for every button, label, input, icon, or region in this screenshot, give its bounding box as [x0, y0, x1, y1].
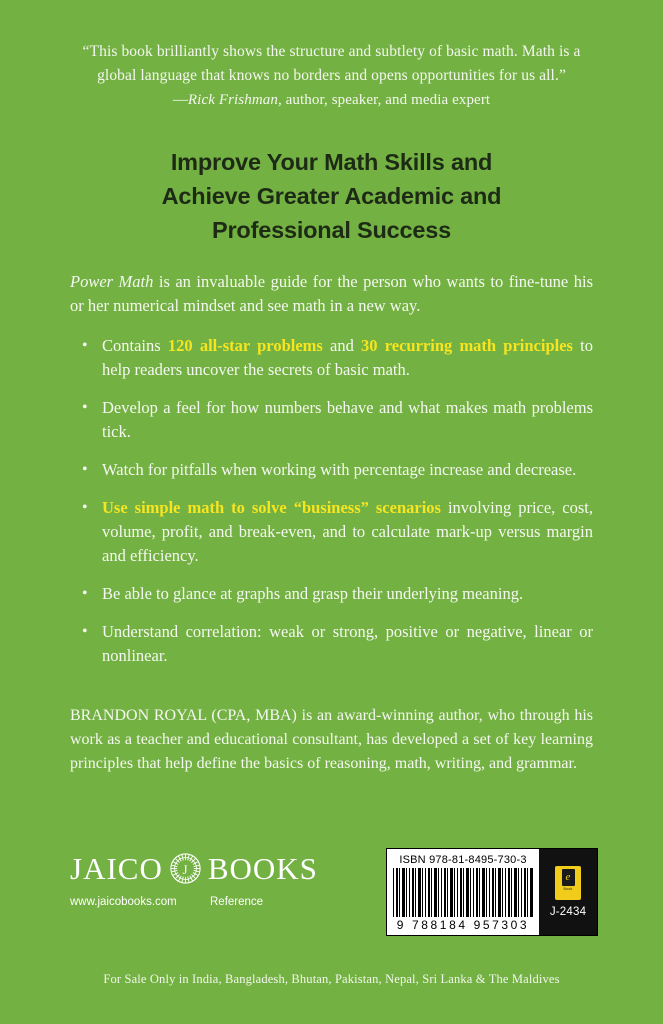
headline-line-1: Improve Your Math Skills and [170, 148, 493, 175]
headline-line-3: Professional Success [212, 217, 451, 244]
jaico-sunburst-icon [170, 853, 201, 884]
list-item-text: Watch for pitfalls when working with percentage increase and decrease. [102, 460, 577, 480]
headline-line-2: Achieve Greater Academic and [161, 183, 502, 210]
list-item-text: Understand correlation: weak or strong, positive or negative, linear or nonlinear. [102, 621, 593, 665]
barcode-digits: 9 788184 957303 [396, 918, 530, 932]
list-item-text: and [322, 336, 362, 356]
list-item-text: Contains [102, 336, 168, 356]
ebook-panel [539, 849, 597, 935]
list-item [70, 582, 593, 606]
ebook-word: Book [563, 887, 573, 891]
ebook-letter: e [562, 869, 575, 886]
attribution-dash: — [172, 92, 188, 109]
isbn-number: ISBN 978-81-8495-730-3 [399, 854, 527, 866]
bullet-dot-icon: • [82, 622, 88, 640]
intro-paragraph [70, 270, 593, 318]
author-bio: BRANDON ROYAL (CPA, MBA) is an award-winning author, who through his work as a teacher and educational consultant, has developed a set of key learning principles that help define the basics of reasoning, math, writing, and grammar. [70, 706, 593, 772]
ebook-badge-icon [555, 866, 581, 900]
publisher-logo-block [70, 853, 370, 908]
publisher-wordmark [70, 853, 370, 884]
list-item [70, 496, 593, 568]
bullet-dot-icon: • [82, 584, 88, 602]
quote-line-2: global language that knows no borders and opens opportunities for us all.” [97, 66, 566, 84]
highlighted-text: Use simple math to solve “business” scenarios [102, 498, 441, 518]
publisher-name-left: JAICO [70, 851, 163, 886]
sales-territory-notice: For Sale Only in India, Bangladesh, Bhutan, Pakistan, Nepal, Sri Lanka & The Maldives [103, 972, 560, 986]
list-item [70, 620, 593, 668]
bullet-dot-icon: • [82, 337, 88, 355]
barcode-area [387, 849, 539, 935]
highlighted-text: 30 recurring math principles [361, 336, 573, 356]
item-code: J-2434 [549, 906, 587, 918]
endorsement-quote [70, 0, 593, 112]
publisher-website[interactable]: www.jaicobooks.com [70, 896, 177, 908]
barcode-bars [393, 868, 533, 917]
list-item [70, 396, 593, 444]
publisher-meta [70, 896, 370, 908]
feature-list [70, 334, 593, 667]
bullet-dot-icon: • [82, 461, 88, 479]
ebook-available-label: AVAILABLE [557, 893, 579, 897]
book-title-italic: Power Math [70, 271, 154, 291]
list-item [70, 458, 593, 482]
list-item-text: Develop a feel for how numbers behave and what makes math problems tick. [102, 398, 593, 442]
publisher-name-right: BOOKS [207, 851, 318, 886]
publisher-row [70, 843, 593, 943]
intro-rest: is an invaluable guide for the person who wants to fine-tune his or her numerical mindset and see math in a new way. [70, 271, 593, 315]
logo-letter: J [182, 862, 189, 877]
attribution-name: Rick Frishman [187, 92, 278, 109]
bullet-dot-icon: • [82, 399, 88, 417]
isbn-barcode-block [386, 848, 598, 936]
quote-attribution [70, 89, 593, 112]
book-category: Reference [210, 896, 264, 908]
bullet-dot-icon: • [82, 499, 88, 517]
list-item-text: involving price, cost, volume, profit, and break-even, and to calculate mark-up versus margin and efficiency. [102, 498, 594, 565]
highlighted-text: 120 all-star problems [167, 336, 323, 356]
quote-line-1: “This book brilliantly shows the structure and subtlety of basic math. Math is a [82, 43, 581, 60]
list-item [70, 334, 593, 382]
list-item-text: to help readers uncover the secrets of basic math. [102, 336, 594, 380]
page-title [70, 145, 593, 248]
attribution-role: , author, speaker, and media expert [277, 92, 491, 109]
list-item-text: Be able to glance at graphs and grasp their underlying meaning. [102, 583, 524, 603]
